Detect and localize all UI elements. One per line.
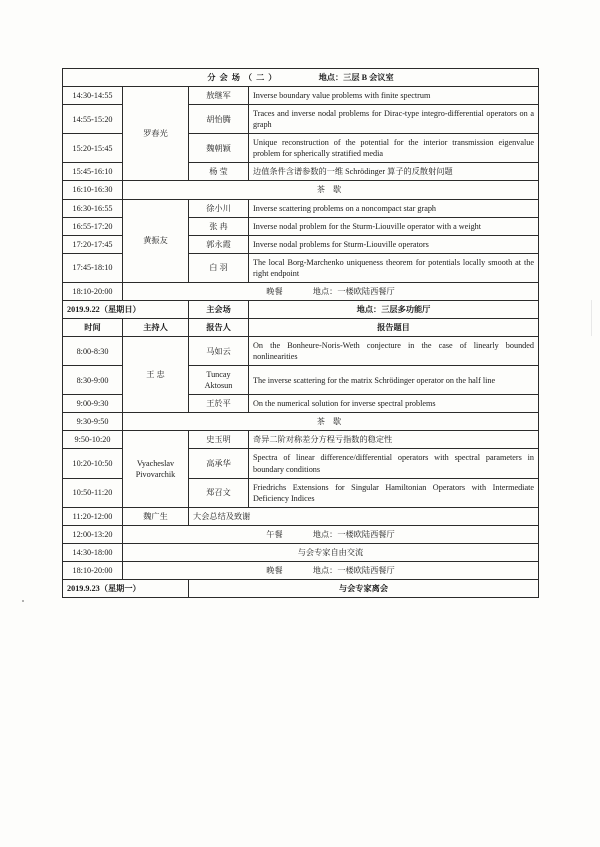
row-speaker: 张 冉 (189, 217, 249, 235)
row-time: 10:50-11:20 (63, 478, 123, 507)
row-title: Inverse nodal problems for Sturm-Liouville operators (249, 235, 539, 253)
break-row (63, 181, 539, 199)
row-speaker: 白 羽 (189, 253, 249, 282)
row-speaker: 郑召文 (189, 478, 249, 507)
table-row (63, 337, 539, 366)
row-speaker: Tuncay Aktosun (189, 366, 249, 395)
meal-row (63, 561, 539, 579)
row-chair: 罗春光 (123, 87, 189, 181)
row-time: 15:45-16:10 (63, 163, 123, 181)
row-title: Spectra of linear difference/differential operators with spectral parameters in boundary conditions (249, 449, 539, 478)
row-title: Inverse scattering problems on a noncompact star graph (249, 199, 539, 217)
row-speaker: 杨 莹 (189, 163, 249, 181)
table-row (63, 431, 539, 449)
row-speaker: 高承华 (189, 449, 249, 478)
row-speaker: 史玉明 (189, 431, 249, 449)
row-chair: 王 忠 (123, 337, 189, 413)
meal-cell (123, 561, 539, 579)
row-speaker: 敖继军 (189, 87, 249, 105)
row-speaker: 王於平 (189, 395, 249, 413)
row-title: On the Bonheure-Noris-Weth conjecture in the case of linearly bounded nonlinearities (249, 337, 539, 366)
meal-time: 18:10-20:00 (63, 561, 123, 579)
meal-cell (123, 525, 539, 543)
meal-time: 12:00-13:20 (63, 525, 123, 543)
row-speaker: 徐小川 (189, 199, 249, 217)
section3-title: 与会专家离会 (189, 579, 539, 597)
break-time: 9:30-9:50 (63, 413, 123, 431)
schedule-table (62, 68, 539, 598)
row-time: 10:20-10:50 (63, 449, 123, 478)
row-title: 奇异二阶对称差分方程亏指数的稳定性 (249, 431, 539, 449)
section2-band-row (63, 300, 539, 318)
meal-venue-label: 地点： (312, 565, 338, 575)
meal-row (63, 525, 539, 543)
row-title: The inverse scattering for the matrix Schrödinger operator on the half line (249, 366, 539, 395)
break-row (63, 413, 539, 431)
meal-venue-label: 地点： (312, 529, 338, 539)
meal-row (63, 282, 539, 300)
row-title: Unique reconstruction of the potential for the interior transmission eigenvalue problem for spherically stratified media (249, 134, 539, 163)
row-time: 17:45-18:10 (63, 253, 123, 282)
row-chair: Vyacheslav Pivovarchik (123, 431, 189, 507)
row-time: 14:30-14:55 (63, 87, 123, 105)
row-time: 9:00-9:30 (63, 395, 123, 413)
row-time: 14:55-15:20 (63, 105, 123, 134)
section1-venue: 三层 B 会议室 (343, 73, 394, 82)
meal-venue: 一楼欧陆西餐厅 (337, 529, 395, 539)
meal-venue-label: 地点： (312, 286, 338, 296)
column-header-row (63, 318, 539, 336)
page-edge-mark (591, 300, 592, 336)
column-header-title: 报告题目 (249, 318, 539, 336)
meal-label: 午餐 (266, 529, 283, 539)
meal-label: 晚餐 (266, 565, 283, 575)
summary-title: 大会总结及致谢 (189, 507, 539, 525)
page-artifact-dot (22, 600, 24, 602)
row-speaker: 郭永霞 (189, 235, 249, 253)
section2-venue-cell (249, 300, 539, 318)
row-chair: 黄振友 (123, 199, 189, 282)
row-speaker: 魏朝颖 (189, 134, 249, 163)
summary-row (63, 507, 539, 525)
row-time: 16:55-17:20 (63, 217, 123, 235)
row-title: On the numerical solution for inverse spectral problems (249, 395, 539, 413)
section1-venue-label: 地点： (318, 73, 344, 82)
section3-band-row (63, 579, 539, 597)
row-time: 17:20-17:45 (63, 235, 123, 253)
section2-venue-label: 地点： (356, 304, 382, 314)
meal-label: 晚餐 (266, 286, 283, 296)
row-time: 8:30-9:00 (63, 366, 123, 395)
meal-cell (123, 282, 539, 300)
row-speaker: 胡怡腾 (189, 105, 249, 134)
meal-time: 18:10-20:00 (63, 282, 123, 300)
section2-venue: 三层多功能厅 (381, 304, 431, 314)
row-time: 9:50-10:20 (63, 431, 123, 449)
break-label: 茶 歇 (123, 413, 539, 431)
table-row (63, 199, 539, 217)
row-title: Inverse nodal problem for the Sturm-Liouville operator with a weight (249, 217, 539, 235)
break-time: 16:10-16:30 (63, 181, 123, 199)
row-title: Friedrichs Extensions for Singular Hamiltonian Operators with Intermediate Deficiency Indices (249, 478, 539, 507)
row-title: Inverse boundary value problems with finite spectrum (249, 87, 539, 105)
meal-venue: 一楼欧陆西餐厅 (337, 565, 395, 575)
row-title: 边值条件含谱参数的一维 Schrödinger 算子的反散射问题 (249, 163, 539, 181)
row-speaker: 马如云 (189, 337, 249, 366)
schedule-container (62, 68, 538, 598)
column-header-time: 时间 (63, 318, 123, 336)
row-time: 15:20-15:45 (63, 134, 123, 163)
section2-date: 2019.9.22（星期日） (63, 300, 189, 318)
row-title: The local Borg-Marchenko uniqueness theorem for potentials locally smooth at the right endpoint (249, 253, 539, 282)
free-row (63, 543, 539, 561)
table-row (63, 87, 539, 105)
section3-date: 2019.9.23（星期一） (63, 579, 189, 597)
break-label: 茶 歇 (123, 181, 539, 199)
row-title: Traces and inverse nodal problems for Dirac-type integro-differential operators on a graph (249, 105, 539, 134)
row-time: 8:00-8:30 (63, 337, 123, 366)
meal-venue: 一楼欧陆西餐厅 (337, 286, 395, 296)
column-header-chair: 主持人 (123, 318, 189, 336)
free-label: 与会专家自由交流 (123, 543, 539, 561)
summary-time: 11:20-12:00 (63, 507, 123, 525)
section1-header-row (63, 69, 539, 87)
section2-title: 主会场 (189, 300, 249, 318)
section1-title: 分会场（二） (207, 73, 281, 82)
summary-chair: 魏广生 (123, 507, 189, 525)
section1-header-cell (63, 69, 539, 87)
free-time: 14:30-18:00 (63, 543, 123, 561)
row-time: 16:30-16:55 (63, 199, 123, 217)
column-header-speaker: 报告人 (189, 318, 249, 336)
